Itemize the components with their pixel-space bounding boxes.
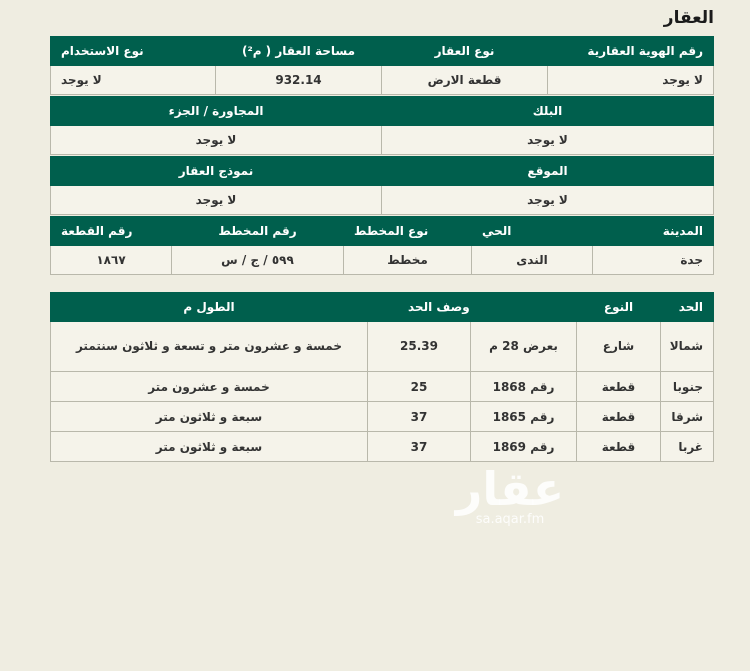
- property-info-table: [50, 36, 714, 95]
- header-usage-type: نوع الاستخدام: [51, 37, 216, 66]
- header-plan-type: نوع المخطط: [344, 217, 472, 246]
- table-row: [51, 126, 714, 155]
- boundary-type: قطعة: [577, 432, 661, 462]
- header-property-type: نوع العقار: [382, 37, 548, 66]
- table-row: [50, 322, 713, 372]
- header-site: الموقع: [382, 157, 714, 186]
- table-header-row: [51, 157, 714, 186]
- header-plan-number: رقم المخطط: [172, 217, 344, 246]
- value-usage-type: لا يوجد: [51, 66, 216, 95]
- value-property-area: 932.14: [216, 66, 382, 95]
- value-property-type: قطعة الارض: [382, 66, 548, 95]
- boundary-length: 37: [367, 402, 470, 432]
- table-header-row: [51, 217, 714, 246]
- boundary-length-text: سبعة و ثلاثون متر: [50, 402, 367, 432]
- boundary-length: 25.39: [367, 322, 470, 372]
- header-length: الطول م: [50, 293, 367, 322]
- boundary-length-text: سبعة و ثلاثون متر: [50, 432, 367, 462]
- boundary-direction: غربا: [661, 432, 714, 462]
- value-plan-type: مخطط: [344, 246, 472, 275]
- value-block: لا يوجد: [382, 126, 714, 155]
- header-block: البلك: [382, 97, 714, 126]
- table-header-row: [51, 97, 714, 126]
- aqar-watermark: [440, 462, 580, 527]
- table-row: [50, 372, 713, 402]
- table-row: [50, 432, 713, 462]
- boundary-length: 25: [367, 372, 470, 402]
- value-property-id: لا يوجد: [548, 66, 714, 95]
- header-property-id: رقم الهوية العقارية: [548, 37, 714, 66]
- value-plot-number: ١٨٦٧: [51, 246, 172, 275]
- aqar-logo: عقار: [455, 462, 565, 516]
- header-property-area: مساحة العقار ( م²): [216, 37, 382, 66]
- table-row: [51, 186, 714, 215]
- header-boundary-description: وصف الحد: [367, 293, 576, 322]
- boundary-type: شارع: [577, 322, 661, 372]
- header-boundary: الحد: [661, 293, 714, 322]
- table-row: [51, 66, 714, 95]
- aqar-url: sa.aqar.fm: [475, 512, 545, 527]
- table-header-row: [51, 37, 714, 66]
- header-neighborhood-part: المجاورة / الجزء: [51, 97, 382, 126]
- table-header-row: [50, 293, 713, 322]
- header-plot-number: رقم القطعة: [51, 217, 172, 246]
- boundary-description: رقم 1868: [471, 372, 577, 402]
- boundary-type: قطعة: [577, 372, 661, 402]
- boundary-direction: شرقا: [661, 402, 714, 432]
- value-plan-number: ٥٩٩ / ج / س: [172, 246, 344, 275]
- header-property-model: نموذج العقار: [51, 157, 382, 186]
- boundary-length-text: خمسة و عشرون متر و تسعة و ثلاثون سنتمتر: [50, 322, 367, 372]
- value-property-model: لا يوجد: [51, 186, 382, 215]
- boundary-description: رقم 1865: [471, 402, 577, 432]
- value-neighborhood-part: لا يوجد: [51, 126, 382, 155]
- boundary-direction: شمالا: [661, 322, 714, 372]
- table-row: [51, 246, 714, 275]
- header-type: النوع: [577, 293, 661, 322]
- location-model-table: [50, 156, 714, 215]
- value-site: لا يوجد: [382, 186, 714, 215]
- table-row: [50, 402, 713, 432]
- value-city: جدة: [593, 246, 714, 275]
- value-district: الندى: [472, 246, 593, 275]
- block-table: [50, 96, 714, 155]
- section-title: العقار: [663, 8, 714, 28]
- boundary-length-text: خمسة و عشرون متر: [50, 372, 367, 402]
- boundary-direction: جنوبا: [661, 372, 714, 402]
- boundary-length: 37: [367, 432, 470, 462]
- boundary-description: رقم 1869: [471, 432, 577, 462]
- plan-location-table: [50, 216, 714, 275]
- boundary-description: بعرض 28 م: [471, 322, 577, 372]
- boundaries-table: [50, 292, 714, 462]
- header-district: الحي: [472, 217, 593, 246]
- boundary-type: قطعة: [577, 402, 661, 432]
- header-city: المدينة: [593, 217, 714, 246]
